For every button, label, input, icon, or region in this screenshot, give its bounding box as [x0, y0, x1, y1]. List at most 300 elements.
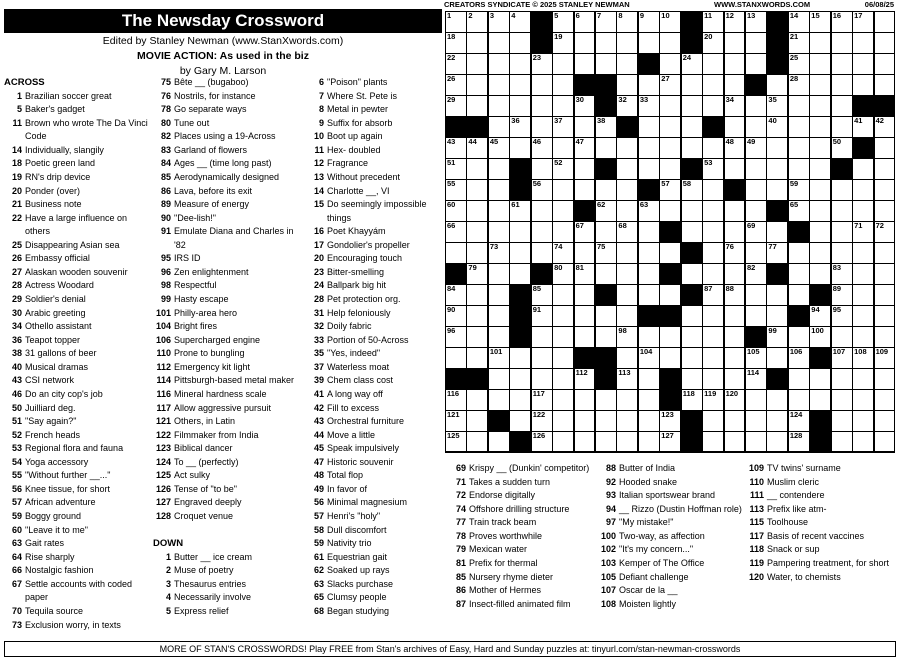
grid-cell[interactable] — [488, 389, 510, 411]
grid-cell[interactable] — [659, 431, 681, 453]
grid-cell[interactable] — [745, 179, 767, 201]
grid-cell[interactable] — [638, 221, 660, 243]
grid-cell[interactable] — [831, 410, 853, 432]
grid-cell[interactable] — [531, 389, 553, 411]
grid-cell[interactable] — [616, 368, 638, 390]
grid-cell[interactable] — [552, 53, 574, 75]
grid-cell[interactable] — [488, 242, 510, 264]
grid-cell[interactable] — [874, 284, 896, 306]
grid-cell[interactable] — [681, 347, 703, 369]
grid-cell[interactable] — [831, 263, 853, 285]
grid-cell[interactable] — [745, 389, 767, 411]
grid-cell[interactable] — [574, 389, 596, 411]
grid-cell[interactable] — [488, 74, 510, 96]
grid-cell[interactable] — [831, 221, 853, 243]
grid-cell[interactable] — [874, 347, 896, 369]
grid-cell[interactable] — [724, 32, 746, 54]
grid-cell[interactable] — [466, 347, 488, 369]
grid-cell[interactable] — [745, 221, 767, 243]
grid-cell[interactable] — [552, 158, 574, 180]
grid-cell[interactable] — [702, 410, 724, 432]
grid-cell[interactable] — [466, 431, 488, 453]
grid-cell[interactable] — [574, 263, 596, 285]
grid-cell[interactable] — [466, 179, 488, 201]
grid-cell[interactable] — [702, 32, 724, 54]
grid-cell[interactable] — [766, 242, 788, 264]
grid-cell[interactable] — [724, 305, 746, 327]
grid-cell[interactable] — [509, 347, 531, 369]
grid-cell[interactable] — [659, 74, 681, 96]
grid-cell[interactable] — [466, 32, 488, 54]
grid-cell[interactable] — [745, 200, 767, 222]
grid-cell[interactable] — [616, 53, 638, 75]
grid-cell[interactable] — [852, 179, 874, 201]
grid-cell[interactable] — [681, 326, 703, 348]
grid-cell[interactable] — [595, 137, 617, 159]
grid-cell[interactable] — [488, 368, 510, 390]
grid-cell[interactable] — [702, 200, 724, 222]
grid-cell[interactable] — [616, 389, 638, 411]
grid-cell[interactable] — [809, 53, 831, 75]
grid-cell[interactable] — [702, 305, 724, 327]
grid-cell[interactable] — [809, 32, 831, 54]
grid-cell[interactable] — [874, 200, 896, 222]
grid-cell[interactable] — [874, 116, 896, 138]
grid-cell[interactable] — [788, 74, 810, 96]
grid-cell[interactable] — [509, 74, 531, 96]
grid-cell[interactable] — [874, 158, 896, 180]
grid-cell[interactable] — [638, 11, 660, 33]
grid-cell[interactable] — [702, 53, 724, 75]
grid-cell[interactable] — [788, 53, 810, 75]
grid-cell[interactable] — [466, 221, 488, 243]
grid-cell[interactable] — [509, 368, 531, 390]
grid-cell[interactable] — [809, 158, 831, 180]
grid-cell[interactable] — [466, 326, 488, 348]
grid-cell[interactable] — [445, 200, 467, 222]
grid-cell[interactable] — [702, 95, 724, 117]
grid-cell[interactable] — [466, 53, 488, 75]
grid-cell[interactable] — [681, 179, 703, 201]
grid-cell[interactable] — [874, 32, 896, 54]
grid-cell[interactable] — [874, 368, 896, 390]
grid-cell[interactable] — [831, 326, 853, 348]
grid-cell[interactable] — [831, 242, 853, 264]
grid-cell[interactable] — [788, 158, 810, 180]
grid-cell[interactable] — [488, 53, 510, 75]
grid-cell[interactable] — [531, 53, 553, 75]
grid-cell[interactable] — [874, 410, 896, 432]
grid-cell[interactable] — [874, 263, 896, 285]
grid-cell[interactable] — [745, 284, 767, 306]
grid-cell[interactable] — [681, 263, 703, 285]
grid-cell[interactable] — [552, 200, 574, 222]
grid-cell[interactable] — [466, 200, 488, 222]
grid-cell[interactable] — [831, 11, 853, 33]
grid-cell[interactable] — [852, 284, 874, 306]
grid-cell[interactable] — [766, 74, 788, 96]
grid-cell[interactable] — [852, 326, 874, 348]
grid-cell[interactable] — [488, 200, 510, 222]
grid-cell[interactable] — [595, 326, 617, 348]
grid-cell[interactable] — [574, 32, 596, 54]
grid-cell[interactable] — [766, 158, 788, 180]
grid-cell[interactable] — [595, 11, 617, 33]
grid-cell[interactable] — [488, 116, 510, 138]
grid-cell[interactable] — [809, 200, 831, 222]
grid-cell[interactable] — [552, 263, 574, 285]
grid-cell[interactable] — [552, 284, 574, 306]
grid-cell[interactable] — [595, 242, 617, 264]
grid-cell[interactable] — [616, 179, 638, 201]
grid-cell[interactable] — [616, 305, 638, 327]
grid-cell[interactable] — [595, 410, 617, 432]
grid-cell[interactable] — [724, 368, 746, 390]
grid-cell[interactable] — [788, 431, 810, 453]
grid-cell[interactable] — [638, 431, 660, 453]
grid-cell[interactable] — [766, 116, 788, 138]
grid-cell[interactable] — [831, 200, 853, 222]
crossword-grid[interactable] — [445, 11, 895, 452]
grid-cell[interactable] — [466, 410, 488, 432]
grid-cell[interactable] — [488, 431, 510, 453]
grid-cell[interactable] — [788, 284, 810, 306]
grid-cell[interactable] — [574, 158, 596, 180]
grid-cell[interactable] — [488, 95, 510, 117]
grid-cell[interactable] — [659, 158, 681, 180]
grid-cell[interactable] — [638, 116, 660, 138]
grid-cell[interactable] — [509, 95, 531, 117]
grid-cell[interactable] — [488, 179, 510, 201]
grid-cell[interactable] — [574, 305, 596, 327]
grid-cell[interactable] — [659, 137, 681, 159]
grid-cell[interactable] — [552, 221, 574, 243]
grid-cell[interactable] — [616, 347, 638, 369]
grid-cell[interactable] — [638, 284, 660, 306]
grid-cell[interactable] — [724, 137, 746, 159]
grid-cell[interactable] — [552, 368, 574, 390]
grid-cell[interactable] — [445, 95, 467, 117]
grid-cell[interactable] — [616, 74, 638, 96]
grid-cell[interactable] — [852, 263, 874, 285]
grid-cell[interactable] — [852, 389, 874, 411]
grid-cell[interactable] — [445, 284, 467, 306]
grid-cell[interactable] — [638, 95, 660, 117]
grid-cell[interactable] — [745, 242, 767, 264]
grid-cell[interactable] — [552, 11, 574, 33]
grid-cell[interactable] — [681, 389, 703, 411]
grid-cell[interactable] — [531, 368, 553, 390]
grid-cell[interactable] — [638, 368, 660, 390]
grid-cell[interactable] — [616, 326, 638, 348]
grid-cell[interactable] — [745, 11, 767, 33]
grid-cell[interactable] — [852, 11, 874, 33]
grid-cell[interactable] — [445, 158, 467, 180]
grid-cell[interactable] — [574, 11, 596, 33]
grid-cell[interactable] — [724, 347, 746, 369]
grid-cell[interactable] — [809, 263, 831, 285]
grid-cell[interactable] — [745, 410, 767, 432]
grid-cell[interactable] — [724, 410, 746, 432]
grid-cell[interactable] — [574, 284, 596, 306]
grid-cell[interactable] — [809, 11, 831, 33]
grid-cell[interactable] — [724, 284, 746, 306]
grid-cell[interactable] — [488, 263, 510, 285]
grid-cell[interactable] — [659, 347, 681, 369]
grid-cell[interactable] — [488, 11, 510, 33]
grid-cell[interactable] — [852, 53, 874, 75]
grid-cell[interactable] — [681, 200, 703, 222]
grid-cell[interactable] — [831, 53, 853, 75]
grid-cell[interactable] — [766, 179, 788, 201]
grid-cell[interactable] — [531, 305, 553, 327]
grid-cell[interactable] — [702, 389, 724, 411]
grid-cell[interactable] — [531, 116, 553, 138]
grid-cell[interactable] — [766, 410, 788, 432]
grid-cell[interactable] — [509, 410, 531, 432]
grid-cell[interactable] — [595, 32, 617, 54]
grid-cell[interactable] — [809, 389, 831, 411]
grid-cell[interactable] — [638, 242, 660, 264]
grid-cell[interactable] — [509, 389, 531, 411]
grid-cell[interactable] — [638, 137, 660, 159]
grid-cell[interactable] — [874, 11, 896, 33]
grid-cell[interactable] — [788, 389, 810, 411]
grid-cell[interactable] — [445, 179, 467, 201]
grid-cell[interactable] — [724, 221, 746, 243]
grid-cell[interactable] — [574, 242, 596, 264]
grid-cell[interactable] — [638, 74, 660, 96]
grid-cell[interactable] — [852, 221, 874, 243]
grid-cell[interactable] — [616, 431, 638, 453]
grid-cell[interactable] — [702, 74, 724, 96]
grid-cell[interactable] — [445, 305, 467, 327]
grid-cell[interactable] — [552, 389, 574, 411]
grid-cell[interactable] — [702, 347, 724, 369]
grid-cell[interactable] — [659, 326, 681, 348]
grid-cell[interactable] — [595, 305, 617, 327]
grid-cell[interactable] — [466, 284, 488, 306]
grid-cell[interactable] — [788, 179, 810, 201]
grid-cell[interactable] — [595, 221, 617, 243]
grid-cell[interactable] — [809, 179, 831, 201]
grid-cell[interactable] — [445, 410, 467, 432]
grid-cell[interactable] — [702, 284, 724, 306]
grid-cell[interactable] — [681, 116, 703, 138]
grid-cell[interactable] — [745, 158, 767, 180]
grid-cell[interactable] — [638, 347, 660, 369]
grid-cell[interactable] — [724, 53, 746, 75]
grid-cell[interactable] — [466, 305, 488, 327]
grid-cell[interactable] — [702, 242, 724, 264]
grid-cell[interactable] — [745, 347, 767, 369]
grid-cell[interactable] — [874, 242, 896, 264]
grid-cell[interactable] — [659, 284, 681, 306]
grid-cell[interactable] — [788, 242, 810, 264]
grid-cell[interactable] — [531, 95, 553, 117]
grid-cell[interactable] — [809, 137, 831, 159]
grid-cell[interactable] — [595, 389, 617, 411]
grid-cell[interactable] — [466, 389, 488, 411]
grid-cell[interactable] — [466, 242, 488, 264]
grid-cell[interactable] — [745, 305, 767, 327]
grid-cell[interactable] — [702, 179, 724, 201]
grid-cell[interactable] — [488, 305, 510, 327]
grid-cell[interactable] — [788, 326, 810, 348]
grid-cell[interactable] — [616, 200, 638, 222]
grid-cell[interactable] — [638, 326, 660, 348]
grid-cell[interactable] — [659, 179, 681, 201]
grid-cell[interactable] — [831, 368, 853, 390]
grid-cell[interactable] — [831, 305, 853, 327]
grid-cell[interactable] — [766, 221, 788, 243]
grid-cell[interactable] — [831, 284, 853, 306]
grid-cell[interactable] — [616, 137, 638, 159]
grid-cell[interactable] — [766, 431, 788, 453]
grid-cell[interactable] — [531, 74, 553, 96]
grid-cell[interactable] — [509, 11, 531, 33]
grid-cell[interactable] — [531, 179, 553, 201]
grid-cell[interactable] — [874, 431, 896, 453]
grid-cell[interactable] — [488, 221, 510, 243]
grid-cell[interactable] — [488, 326, 510, 348]
grid-cell[interactable] — [702, 221, 724, 243]
grid-cell[interactable] — [745, 32, 767, 54]
grid-cell[interactable] — [616, 263, 638, 285]
grid-cell[interactable] — [874, 53, 896, 75]
grid-cell[interactable] — [809, 116, 831, 138]
grid-cell[interactable] — [552, 95, 574, 117]
grid-cell[interactable] — [595, 431, 617, 453]
grid-cell[interactable] — [659, 95, 681, 117]
grid-cell[interactable] — [552, 347, 574, 369]
grid-cell[interactable] — [681, 53, 703, 75]
grid-cell[interactable] — [445, 389, 467, 411]
grid-cell[interactable] — [724, 95, 746, 117]
grid-cell[interactable] — [681, 305, 703, 327]
grid-cell[interactable] — [724, 389, 746, 411]
grid-cell[interactable] — [681, 368, 703, 390]
grid-cell[interactable] — [788, 347, 810, 369]
grid-cell[interactable] — [445, 11, 467, 33]
grid-cell[interactable] — [616, 410, 638, 432]
grid-cell[interactable] — [638, 389, 660, 411]
grid-cell[interactable] — [445, 326, 467, 348]
grid-cell[interactable] — [702, 263, 724, 285]
grid-cell[interactable] — [466, 137, 488, 159]
grid-cell[interactable] — [852, 431, 874, 453]
grid-cell[interactable] — [616, 158, 638, 180]
grid-cell[interactable] — [831, 74, 853, 96]
grid-cell[interactable] — [788, 368, 810, 390]
grid-cell[interactable] — [831, 137, 853, 159]
grid-cell[interactable] — [488, 32, 510, 54]
grid-cell[interactable] — [531, 200, 553, 222]
grid-cell[interactable] — [466, 158, 488, 180]
grid-cell[interactable] — [831, 95, 853, 117]
grid-cell[interactable] — [595, 179, 617, 201]
grid-cell[interactable] — [638, 263, 660, 285]
grid-cell[interactable] — [445, 137, 467, 159]
grid-cell[interactable] — [831, 32, 853, 54]
grid-cell[interactable] — [852, 242, 874, 264]
grid-cell[interactable] — [595, 53, 617, 75]
grid-cell[interactable] — [488, 137, 510, 159]
grid-cell[interactable] — [724, 11, 746, 33]
grid-cell[interactable] — [766, 284, 788, 306]
grid-cell[interactable] — [531, 158, 553, 180]
grid-cell[interactable] — [574, 431, 596, 453]
grid-cell[interactable] — [766, 305, 788, 327]
grid-cell[interactable] — [531, 137, 553, 159]
grid-cell[interactable] — [702, 326, 724, 348]
grid-cell[interactable] — [552, 305, 574, 327]
grid-cell[interactable] — [659, 11, 681, 33]
grid-cell[interactable] — [745, 431, 767, 453]
grid-cell[interactable] — [852, 158, 874, 180]
grid-cell[interactable] — [445, 74, 467, 96]
grid-cell[interactable] — [745, 95, 767, 117]
grid-cell[interactable] — [509, 53, 531, 75]
grid-cell[interactable] — [574, 95, 596, 117]
grid-cell[interactable] — [745, 137, 767, 159]
grid-cell[interactable] — [874, 305, 896, 327]
grid-cell[interactable] — [552, 32, 574, 54]
grid-cell[interactable] — [531, 242, 553, 264]
grid-cell[interactable] — [488, 284, 510, 306]
grid-cell[interactable] — [809, 326, 831, 348]
grid-cell[interactable] — [552, 242, 574, 264]
grid-cell[interactable] — [445, 347, 467, 369]
grid-cell[interactable] — [445, 53, 467, 75]
grid-cell[interactable] — [574, 368, 596, 390]
grid-cell[interactable] — [552, 410, 574, 432]
grid-cell[interactable] — [638, 32, 660, 54]
grid-cell[interactable] — [852, 368, 874, 390]
grid-cell[interactable] — [638, 200, 660, 222]
grid-cell[interactable] — [831, 116, 853, 138]
grid-cell[interactable] — [509, 137, 531, 159]
grid-cell[interactable] — [766, 95, 788, 117]
grid-cell[interactable] — [531, 410, 553, 432]
grid-cell[interactable] — [509, 116, 531, 138]
grid-cell[interactable] — [574, 326, 596, 348]
grid-cell[interactable] — [531, 347, 553, 369]
grid-cell[interactable] — [766, 137, 788, 159]
grid-cell[interactable] — [509, 242, 531, 264]
grid-cell[interactable] — [852, 347, 874, 369]
grid-cell[interactable] — [552, 137, 574, 159]
grid-cell[interactable] — [874, 137, 896, 159]
grid-cell[interactable] — [724, 326, 746, 348]
grid-cell[interactable] — [809, 221, 831, 243]
grid-cell[interactable] — [488, 347, 510, 369]
grid-cell[interactable] — [531, 221, 553, 243]
grid-cell[interactable] — [616, 284, 638, 306]
grid-cell[interactable] — [788, 200, 810, 222]
grid-cell[interactable] — [724, 158, 746, 180]
grid-cell[interactable] — [702, 368, 724, 390]
grid-cell[interactable] — [552, 431, 574, 453]
grid-cell[interactable] — [831, 389, 853, 411]
grid-cell[interactable] — [809, 305, 831, 327]
grid-cell[interactable] — [509, 200, 531, 222]
grid-cell[interactable] — [552, 74, 574, 96]
grid-cell[interactable] — [531, 284, 553, 306]
grid-cell[interactable] — [466, 263, 488, 285]
grid-cell[interactable] — [681, 137, 703, 159]
grid-cell[interactable] — [702, 158, 724, 180]
